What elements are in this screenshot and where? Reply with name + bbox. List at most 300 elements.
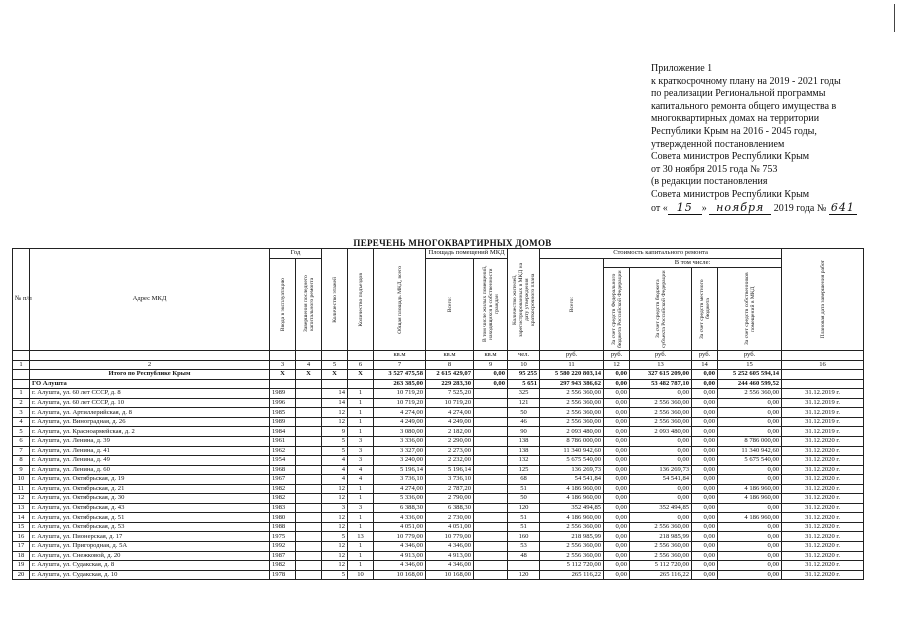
table-cell: 17 [13,542,30,552]
table-cell: 5 196,14 [374,465,426,475]
table-cell: 1982 [270,484,296,494]
header-premises-total: Всего: [426,258,474,351]
table-cell: 10 779,00 [374,532,426,542]
column-number: 2 [30,360,270,370]
unit-cell: кв.м [426,351,474,361]
table-cell [508,561,540,571]
municipality-label: ГО Алушта [30,379,270,389]
header-residents: Количество жителей, зарегистрированных в МКД на дату утверждения краткосрочного плана [508,249,540,351]
total-cell: 0,00 [692,370,718,380]
appendix-line: по реализации Региональной программы [651,88,826,100]
total-cell: 327 615 209,00 [630,370,692,380]
table-cell: 1 [348,494,374,504]
table-cell: 1982 [270,494,296,504]
municipality-cell: 244 460 599,52 [718,379,782,389]
table-cell [474,551,508,561]
table-cell: 48 [508,551,540,561]
table-cell: 1984 [270,427,296,437]
table-cell: 1962 [270,446,296,456]
total-cell: 3 527 475,58 [374,370,426,380]
table-cell: 1 [348,522,374,532]
table-row [13,551,864,561]
table-cell [474,456,508,466]
column-number: 4 [296,360,322,370]
column-number: 3 [270,360,296,370]
table-cell: 0,00 [692,475,718,485]
sign-prefix: от « [651,202,668,214]
table-cell: 0,00 [718,522,782,532]
table-cell: 2 556 360,00 [540,542,604,552]
table-cell: 0,00 [692,417,718,427]
table-cell: 160 [508,532,540,542]
table-cell: 0,00 [692,408,718,418]
total-cell: 5 252 605 594,14 [718,370,782,380]
table-cell: 0,00 [718,551,782,561]
appendix-line: капитального ремонта общего имущества в [651,100,837,112]
table-cell: 1 [348,542,374,552]
table-cell: 0,00 [692,570,718,580]
table-cell: 7 [13,446,30,456]
table-cell: 54 541,84 [540,475,604,485]
table-cell: 11 340 942,60 [718,446,782,456]
table-cell: 4 274,00 [374,408,426,418]
table-cell: 31.12.2019 г. [782,417,864,427]
table-cell: 0,00 [604,456,630,466]
houses-table-wrapper [12,248,863,580]
table-cell: 0,00 [604,542,630,552]
table-cell: 352 494,85 [540,503,604,513]
table-cell: 2 556 360,00 [630,398,692,408]
municipality-cell: 53 482 787,10 [630,379,692,389]
appendix-line: от 30 ноября 2015 года № 753 [651,163,778,175]
table-cell: 10 168,00 [426,570,474,580]
table-cell: 13 [13,503,30,513]
table-cell: г. Алушта, ул. Октябрьская, д. 53 [30,522,270,532]
table-cell: 0,00 [718,465,782,475]
total-label: Итого по Республике Крым [30,370,270,380]
table-cell: г. Алушта, ул. Судакская, д. 8 [30,561,270,571]
table-cell: 51 [508,484,540,494]
table-cell: 2 556 360,00 [630,408,692,418]
table-cell [474,427,508,437]
table-cell: 12 [322,408,348,418]
table-cell: 5 196,14 [426,465,474,475]
table-cell: г. Алушта, ул. 60 лет СССР, д. 8 [30,389,270,399]
table-cell [296,570,322,580]
table-cell: 31.12.2020 г. [782,551,864,561]
table-cell: 12 [322,542,348,552]
table-cell: 138 [508,446,540,456]
table-cell: 31.12.2020 г. [782,532,864,542]
table-cell: 0,00 [604,570,630,580]
table-cell: 12 [322,417,348,427]
table-cell: 7 525,20 [426,389,474,399]
table-cell: 10 779,00 [426,532,474,542]
table-cell: 0,00 [604,427,630,437]
table-cell: 11 340 942,60 [540,446,604,456]
table-cell: 90 [508,427,540,437]
table-cell: 10 168,00 [374,570,426,580]
appendix-line: к краткосрочному плану на 2019 - 2021 годы [651,75,841,87]
header-cost-total: Всего: [540,258,604,351]
table-cell: 3 080,00 [374,427,426,437]
table-cell [296,484,322,494]
total-cell: 95 255 [508,370,540,380]
header-deadline: Плановая дата завершения работ [782,249,864,351]
table-row [13,503,864,513]
table-cell: 14 [13,513,30,523]
table-cell: 0,00 [604,551,630,561]
table-cell [296,513,322,523]
table-cell: 68 [508,475,540,485]
table-cell: 325 [508,389,540,399]
unit-cell: руб. [692,351,718,361]
table-cell: 3 336,00 [374,437,426,447]
table-cell: 46 [508,417,540,427]
table-cell: 0,00 [604,465,630,475]
table-cell: 1989 [270,389,296,399]
unit-cell: руб. [604,351,630,361]
table-cell: 0,00 [604,561,630,571]
table-cell: 2 556 360,00 [540,408,604,418]
table-cell: 31.12.2019 г. [782,398,864,408]
table-cell: 4 346,00 [374,542,426,552]
table-cell: г. Алушта, ул. Ленина, д. 49 [30,456,270,466]
table-cell: 3 240,00 [374,456,426,466]
table-cell: 31.12.2020 г. [782,570,864,580]
table-row [13,389,864,399]
table-cell: 9 [13,465,30,475]
table-cell: 14 [322,398,348,408]
table-cell: 4 186 960,00 [718,494,782,504]
table-cell: 4 [322,475,348,485]
total-cell: 2 615 429,07 [426,370,474,380]
table-cell: 1996 [270,398,296,408]
table-cell: 4 249,00 [426,417,474,427]
table-cell: 0,00 [604,494,630,504]
total-cell: 5 580 220 803,14 [540,370,604,380]
table-cell: г. Алушта, ул. Виноградная, д. 26 [30,417,270,427]
column-number: 14 [692,360,718,370]
table-cell: 31.12.2019 г. [782,427,864,437]
table-cell [296,532,322,542]
header-year-last-repair: Завершения последнего капитального ремонта [296,258,322,351]
table-cell [296,542,322,552]
unit-cell: руб. [630,351,692,361]
table-cell: 15 [13,522,30,532]
table-cell: 12 [322,513,348,523]
column-number: 5 [322,360,348,370]
table-cell: 2 093 480,00 [630,427,692,437]
table-row [13,475,864,485]
table-cell: 5 [13,427,30,437]
table-cell [296,561,322,571]
table-cell: 265 116,22 [540,570,604,580]
table-cell: 12 [322,484,348,494]
table-cell: 1988 [270,522,296,532]
document-title: ПЕРЕЧЕНЬ МНОГОКВАРТИРНЫХ ДОМОВ [353,238,552,248]
table-cell: 0,00 [604,532,630,542]
table-cell: 218 985,99 [540,532,604,542]
table-cell [296,398,322,408]
table-cell [474,522,508,532]
handwritten-month: ноября [709,202,771,216]
table-cell [296,503,322,513]
header-total-area: Общая площадь МКД, всего [374,249,426,351]
table-cell: 14 [322,389,348,399]
table-cell: 2 182,00 [426,427,474,437]
table-cell: 0,00 [718,532,782,542]
table-cell: 4 051,00 [426,522,474,532]
handwritten-day: 15 [668,202,702,216]
table-cell: 5 [322,446,348,456]
table-cell: 5 675 540,00 [718,456,782,466]
table-cell: 12 [322,494,348,504]
table-cell: 12 [322,551,348,561]
table-cell [474,465,508,475]
table-cell: 2 232,00 [426,456,474,466]
unit-cell: кв.м [374,351,426,361]
table-row [13,437,864,447]
table-cell: 31.12.2020 г. [782,465,864,475]
appendix-line: утвержденной постановлением [651,138,785,150]
table-cell: 0,00 [718,542,782,552]
table-cell: 4 346,00 [426,542,474,552]
table-cell: 31.12.2020 г. [782,522,864,532]
table-cell: г. Алушта, ул. Ленина, д. 60 [30,465,270,475]
table-cell: 0,00 [692,456,718,466]
header-fund-owners: За счет средств собственников помещений в МКД [718,268,782,351]
table-cell: 0,00 [718,398,782,408]
table-cell: 10 719,20 [426,398,474,408]
table-cell [296,389,322,399]
header-cost: Стоимость капитального ремонта [540,249,782,259]
table-cell [474,408,508,418]
table-cell: г. Алушта, ул. Октябрьская, д. 51 [30,513,270,523]
table-row [13,456,864,466]
table-cell: 1 [348,427,374,437]
table-cell: 0,00 [692,551,718,561]
table-cell [474,532,508,542]
table-cell: 51 [508,522,540,532]
table-cell: 0,00 [692,542,718,552]
table-cell: 3 [348,437,374,447]
table-cell: 2 556 360,00 [630,417,692,427]
table-cell: г. Алушта, ул. Пионерская, д. 17 [30,532,270,542]
table-cell: 0,00 [718,503,782,513]
table-cell: 0,00 [630,389,692,399]
table-cell [296,465,322,475]
table-cell [474,446,508,456]
column-number: 11 [540,360,604,370]
table-cell [474,503,508,513]
table-cell: 3 327,00 [374,446,426,456]
table-cell: 51 [508,513,540,523]
column-numbers-row [13,360,864,370]
column-number: 9 [474,360,508,370]
table-cell: 1978 [270,570,296,580]
table-cell: 1967 [270,475,296,485]
table-cell: 31.12.2020 г. [782,446,864,456]
municipality-cell: 263 385,00 [374,379,426,389]
sign-year: 2019 года № [773,202,827,214]
table-cell [474,484,508,494]
table-cell: 2 556 360,00 [540,551,604,561]
municipality-cell: 297 943 386,62 [540,379,604,389]
header-fund-federal: За счет средств Федерального бюджета Российской Федерации [604,268,630,351]
table-row [13,465,864,475]
table-cell: 31.12.2020 г. [782,503,864,513]
header-entrances: Количество подъездов [348,249,374,351]
table-cell: 1987 [270,551,296,561]
table-cell: 4 [348,475,374,485]
sign-mid: » [701,202,707,214]
table-cell [474,542,508,552]
table-cell: 31.12.2020 г. [782,484,864,494]
table-cell: 218 985,99 [630,532,692,542]
table-cell: 4 336,00 [374,513,426,523]
table-cell: 4 186 960,00 [718,513,782,523]
table-cell: 11 [13,484,30,494]
table-cell: 0,00 [604,446,630,456]
table-cell: 1 [348,513,374,523]
table-cell: 3 [322,503,348,513]
houses-table [12,248,864,580]
header-incl: В том числе: [604,258,782,268]
table-cell: 0,00 [718,475,782,485]
table-cell: г. Алушта, ул. Октябрьская, д. 30 [30,494,270,504]
header-year-commission: Ввода в эксплуатацию [270,258,296,351]
table-cell: 1954 [270,456,296,466]
table-cell: 1 [348,389,374,399]
table-cell: г. Алушта, ул. Октябрьская, д. 21 [30,484,270,494]
table-cell [474,398,508,408]
appendix-line: Совета министров Республики Крым [651,188,810,200]
table-cell: 125 [508,465,540,475]
table-cell: 4 274,00 [426,408,474,418]
table-cell: 3 [348,446,374,456]
unit-cell: руб. [540,351,604,361]
table-cell: 3 [348,456,374,466]
header-fund-regional: За счет средств бюджета субъекта Российской Федерации [630,268,692,351]
table-cell: 2 556 360,00 [718,389,782,399]
appendix-block [651,63,891,215]
table-cell: 2 556 360,00 [630,551,692,561]
column-number: 12 [604,360,630,370]
table-cell: 1980 [270,513,296,523]
table-row [13,417,864,427]
table-cell: 1 [348,484,374,494]
table-cell: 4 [322,456,348,466]
table-cell: 0,00 [718,417,782,427]
table-cell: 0,00 [604,522,630,532]
table-cell: 50 [508,494,540,504]
table-cell: 1 [348,561,374,571]
table-cell: 2 787,20 [426,484,474,494]
table-cell: 0,00 [630,446,692,456]
table-cell: 5 [322,437,348,447]
table-cell: г. Алушта, ул. Октябрьская, д. 19 [30,475,270,485]
table-cell: 0,00 [692,427,718,437]
table-cell [296,446,322,456]
table-cell: 4 913,00 [374,551,426,561]
table-cell: 2 556 360,00 [540,389,604,399]
table-cell: 0,00 [604,389,630,399]
municipality-cell: 5 651 [508,379,540,389]
table-row [13,427,864,437]
table-cell: 12 [322,561,348,571]
table-cell: 10 [13,475,30,485]
table-cell: 5 [322,532,348,542]
table-cell: 0,00 [692,513,718,523]
table-cell: 0,00 [692,437,718,447]
header-fund-local: За счет средств местного бюджета [692,268,718,351]
table-cell: 265 116,22 [630,570,692,580]
table-cell: г. Алушта, ул. 60 лет СССР, д. 10 [30,398,270,408]
table-cell: 0,00 [604,503,630,513]
table-cell: 4 186 960,00 [540,484,604,494]
table-cell: 0,00 [630,456,692,466]
table-cell: 352 494,85 [630,503,692,513]
municipality-cell: 229 283,30 [426,379,474,389]
table-cell: 6 388,30 [426,503,474,513]
table-cell: 0,00 [604,475,630,485]
table-cell: 3 [13,408,30,418]
column-number: 10 [508,360,540,370]
table-row [13,398,864,408]
appendix-line: Совета министров Республики Крым [651,151,810,163]
table-cell: 1961 [270,437,296,447]
column-number: 1 [13,360,30,370]
table-cell: 4 913,00 [426,551,474,561]
table-row [13,561,864,571]
table-row [13,532,864,542]
table-cell: 2 290,00 [426,437,474,447]
table-cell: 0,00 [604,408,630,418]
table-cell: 0,00 [692,398,718,408]
table-cell: 1975 [270,532,296,542]
table-cell: 1985 [270,408,296,418]
table-row [13,446,864,456]
table-cell [474,475,508,485]
table-row [13,542,864,552]
table-cell: 0,00 [630,437,692,447]
column-number: 16 [782,360,864,370]
unit-cell: чел. [508,351,540,361]
column-number: 6 [348,360,374,370]
table-cell: 12 [13,494,30,504]
table-cell: 3 736,10 [374,475,426,485]
table-cell [474,389,508,399]
municipality-row [13,379,864,389]
table-cell: 136 269,73 [630,465,692,475]
total-row [13,370,864,380]
table-cell: 10 719,20 [374,398,426,408]
table-cell: 2 273,00 [426,446,474,456]
table-body [13,360,864,580]
table-cell: 0,00 [692,389,718,399]
units-row [13,351,864,361]
column-number: 7 [374,360,426,370]
table-cell: 0,00 [718,408,782,418]
table-cell: 0,00 [718,427,782,437]
table-cell: 8 786 000,00 [718,437,782,447]
total-cell: X [296,370,322,380]
table-cell: 8 786 000,00 [540,437,604,447]
table-cell: г. Алушта, ул. Артиллерийская, д. 8 [30,408,270,418]
table-cell: 1 [348,551,374,561]
municipality-cell: 0,00 [692,379,718,389]
